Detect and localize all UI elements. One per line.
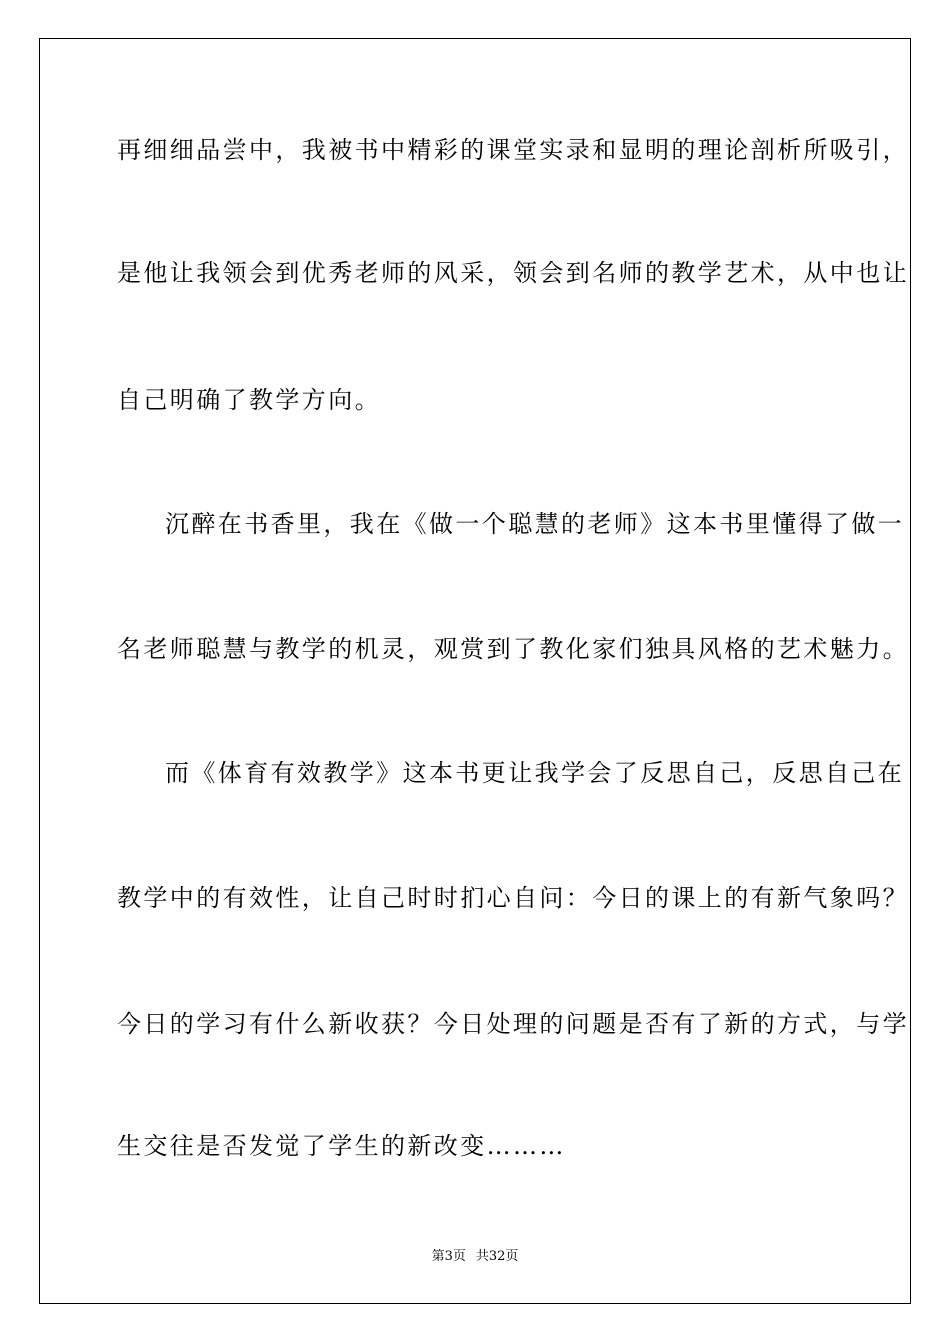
paragraph-line: 教学中的有效性，让自己时时扪心自问：今日的课上的有新气象吗？ [117, 884, 909, 912]
paragraph-line: 沉醉在书香里，我在《做一个聪慧的老师》这本书里懂得了做一 [165, 510, 905, 538]
page-number: 第3页 [431, 1249, 466, 1264]
page-footer [0, 1248, 950, 1266]
page-total: 共32页 [475, 1249, 519, 1264]
paragraph-line: 今日的学习有什么新收获？今日处理的问题是否有了新的方式，与学 [117, 1010, 909, 1038]
paragraph-line: 而《体育有效教学》这本书更让我学会了反思自己，反思自己在 [165, 759, 905, 787]
paragraph-line: 再细细品尝中，我被书中精彩的课堂实录和显明的理论剖析所吸引， [117, 136, 909, 164]
paragraph-line: 是他让我领会到优秀老师的风采，领会到名师的教学艺术，从中也让 [117, 259, 909, 287]
paragraph-line: 名老师聪慧与教学的机灵，观赏到了教化家们独具风格的艺术魅力。 [117, 635, 909, 663]
page-border [39, 38, 911, 1304]
paragraph-line: 自己明确了教学方向。 [117, 386, 381, 414]
paragraph-line: 生交往是否发觉了学生的新改变……… [117, 1132, 566, 1160]
